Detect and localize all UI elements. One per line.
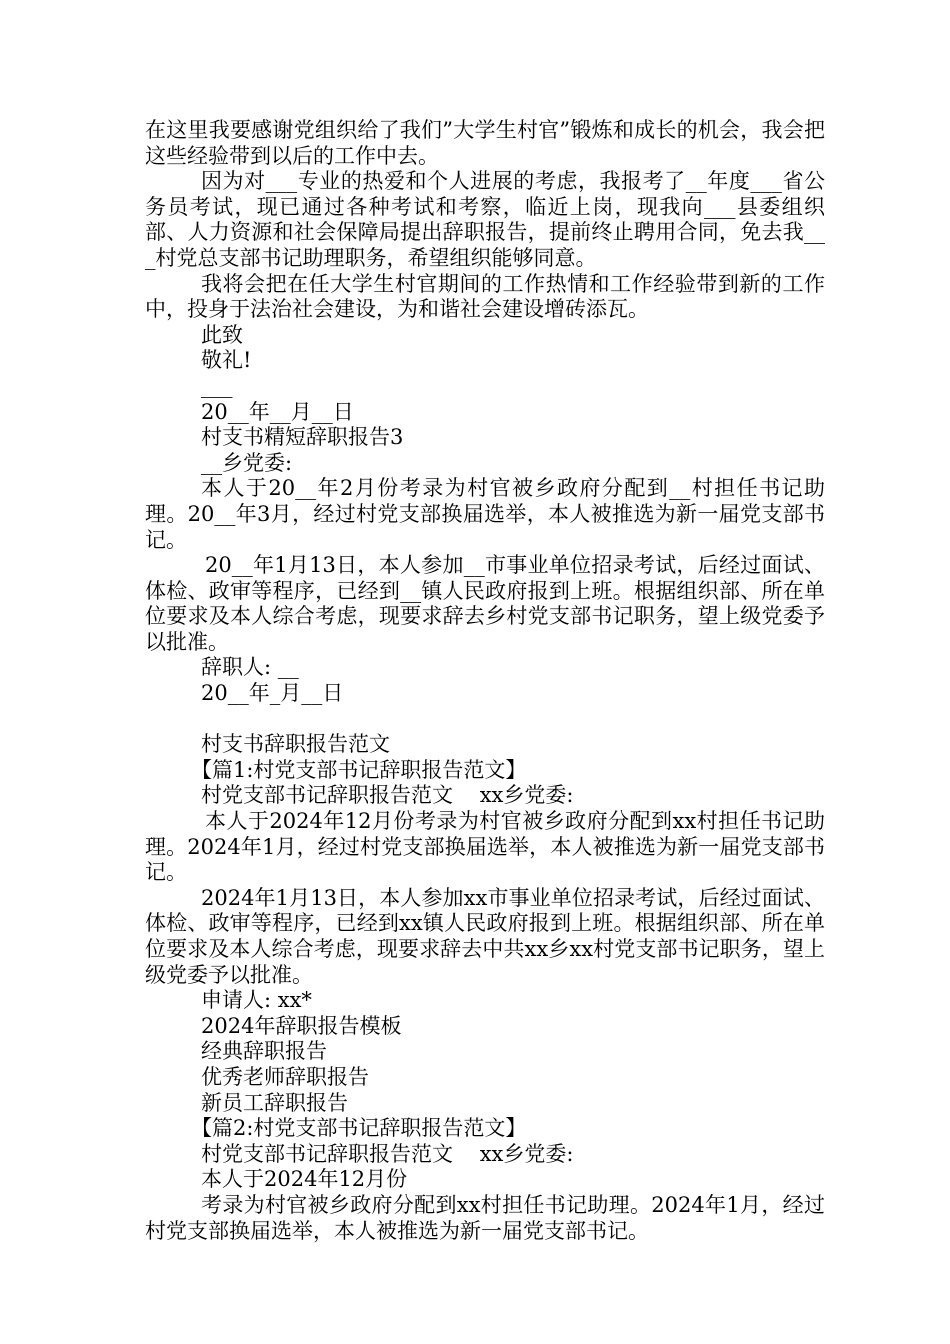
blank-line (145, 707, 825, 733)
section-title-3: 村支书精短辞职报告3 (201, 425, 404, 450)
signature-blank: ___ (201, 373, 233, 398)
sample-title-1: 村党支部书记辞职报告范文 xx乡党委: (201, 783, 574, 808)
heading-part-2: 【篇2:村党支部书记辞职报告范文】 (191, 1116, 527, 1141)
applicant-line: 申请人: xx* (201, 988, 312, 1013)
paragraph-part2-start: 本人于2024年12月份 (201, 1167, 408, 1192)
heading-sample: 村支书辞职报告范文 (201, 732, 390, 757)
closing-regards: 敬礼! (201, 348, 252, 373)
resigner-line: 辞职人: __ (201, 655, 299, 680)
date-line-2: 20__年_月__日 (201, 681, 344, 706)
paragraph-resignation: 20__年1月13日，本人参加__市事业单位招录考试，后经过面试、体检、政审等程序，已经到__镇人民政府报到上班。根据组织部、所在单位要求及本人综合考虑，现要求辞去乡村党支部书记职务，望上级党委予以批准。 (145, 553, 825, 654)
paragraph-appointment: 本人于20__年2月份考录为村官被乡政府分配到__村担任书记助理。20__年3月，经过村党支部换届选举，本人被推选为新一届党支部书记。 (145, 476, 825, 552)
addressee-line: __乡党委: (201, 450, 293, 475)
closing-salutation: 此致 (201, 322, 243, 347)
document-body (145, 118, 825, 1244)
paragraph-commitment: 我将会把在任大学生村官期间的工作热情和工作经验带到新的工作中，投身于法治社会建设，为和谐社会建设增砖添瓦。 (145, 271, 825, 322)
link-new-employee: 新员工辞职报告 (201, 1090, 348, 1115)
link-teacher: 优秀老师辞职报告 (201, 1064, 369, 1089)
paragraph-thanks: 在这里我要感谢党组织给了我们”大学生村官”锻炼和成长的机会，我会把这些经验带到以后的工作中去。 (145, 118, 825, 168)
heading-part-1: 【篇1:村党支部书记辞职报告范文】 (191, 757, 527, 782)
link-classic: 经典辞职报告 (201, 1039, 327, 1064)
paragraph-reason: 因为对___专业的热爱和个人进展的考虑，我报考了__年度___省公务员考试，现已通过各种考试和考察，临近上岗，现我向___县委组织部、人力资源和社会保障局提出辞职报告，提前终止聘用合同，免去我___村党总支部书记助理职务，希望组织能够同意。 (145, 169, 825, 270)
paragraph-sample-resignation: 2024年1月13日，本人参加xx市事业单位招录考试，后经过面试、体检、政审等程序，已经到xx镇人民政府报到上班。根据组织部、所在单位要求及本人综合考虑，现要求辞去中共xx乡xx村党支部书记职务，望上级党委予以批准。 (145, 885, 825, 987)
link-template: 2024年辞职报告模板 (201, 1013, 402, 1038)
date-line: 20__年__月__日 (201, 399, 354, 424)
paragraph-part2-body: 考录为村官被乡政府分配到xx村担任书记助理。2024年1月，经过村党支部换届选举，本人被推选为新一届党支部书记。 (145, 1192, 825, 1243)
sample-title-2: 村党支部书记辞职报告范文 xx乡党委: (201, 1141, 574, 1166)
paragraph-sample-appointment: 本人于2024年12月份考录为村官被乡政府分配到xx村担任书记助理。2024年1月，经过村党支部换届选举，本人被推选为新一届党支部书记。 (145, 809, 825, 885)
